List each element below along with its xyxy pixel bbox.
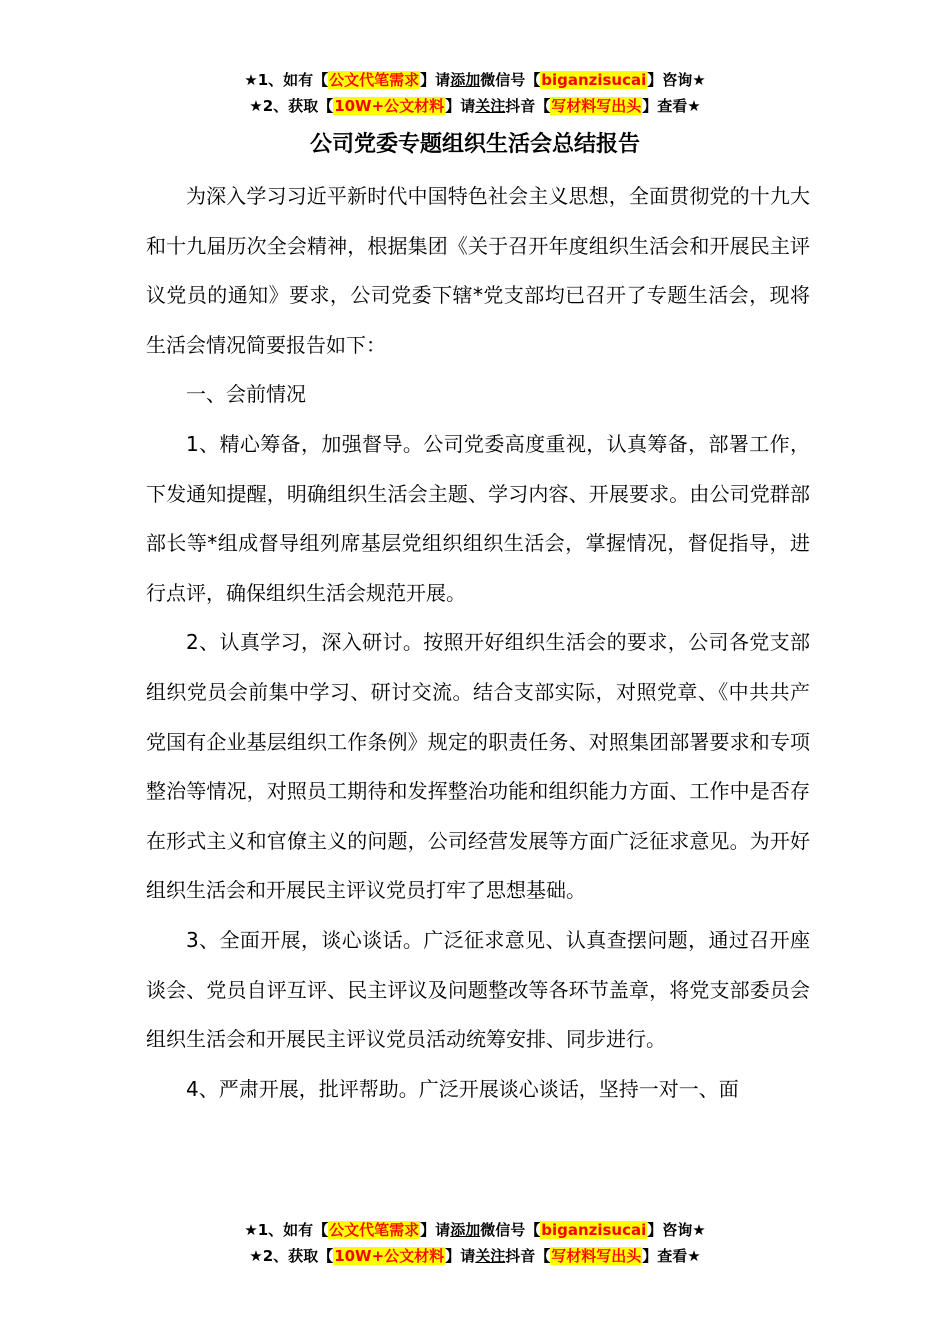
document-title: 公司党委专题组织生活会总结报告 — [309, 132, 640, 157]
promo-text: 】请 — [445, 97, 476, 115]
promo-underline: 添加 — [450, 71, 481, 89]
promo-text: 】请 — [445, 1247, 476, 1265]
paragraph: 4、严肃开展，批评帮助。广泛开展谈心谈话，坚持一对一、面 — [186, 1076, 739, 1101]
promo-banner-bottom — [0, 1217, 950, 1269]
paragraph: 3、全面开展，谈心谈话。广泛征求意见、认真查摆问题，通过召开座谈会、党员自评互评、民主评议及问题整改等各环节盖章，将党支部委员会组织生活会和开展民主评议党员活动统筹安排、同步进行。 — [146, 927, 810, 1052]
promo-text: 】请 — [420, 1221, 451, 1239]
promo-highlight: biganzisucai — [541, 1221, 647, 1239]
promo-text: 】咨询★ — [647, 71, 706, 89]
document-body — [146, 172, 810, 1114]
paragraph: 2、认真学习，深入研讨。按照开好组织生活会的要求，公司各党支部组织党员会前集中学习、研讨交流。结合支部实际，对照党章、《中共共产党国有企业基层组织工作条例》规定的职责任务、对照集团部署要求和专项整治等情况，对照员工期待和发挥整治功能和组织能力方面、工作中是否存在形式主义和官僚主义的问题，公司经营发展等方面广泛征求意见。为开好组织生活会和开展民主评议党员打牢了思想基础。 — [146, 630, 810, 903]
promo-text: ★1、如有【 — [244, 71, 329, 89]
promo-highlight: 公文代笔需求 — [329, 71, 420, 89]
promo-highlight: 10W+公文材料 — [334, 1247, 445, 1265]
promo-line-1 — [0, 1217, 950, 1243]
promo-text: 微信号【 — [480, 1221, 541, 1239]
promo-line-1 — [0, 67, 950, 93]
promo-text: 抖音【 — [505, 1247, 551, 1265]
promo-text: ★2、获取【 — [249, 97, 334, 115]
promo-text: 】请 — [420, 71, 451, 89]
promo-text: 微信号【 — [480, 71, 541, 89]
paragraph: 1、精心筹备，加强督导。公司党委高度重视，认真筹备，部署工作，下发通知提醒，明确组织生活会主题、学习内容、开展要求。由公司党群部部长等*组成督导组列席基层党组织组织生活会，掌握情况，督促指导，进行点评，确保组织生活会规范开展。 — [146, 431, 810, 605]
promo-banner-top — [0, 67, 950, 119]
promo-underline: 关注 — [475, 1247, 506, 1265]
promo-highlight: 写材料写出头 — [551, 97, 642, 115]
promo-highlight: 公文代笔需求 — [329, 1221, 420, 1239]
promo-highlight: 10W+公文材料 — [334, 97, 445, 115]
promo-text: 】查看★ — [642, 1247, 701, 1265]
promo-highlight: biganzisucai — [541, 71, 647, 89]
promo-text: 】咨询★ — [647, 1221, 706, 1239]
section-heading: 一、会前情况 — [186, 382, 306, 407]
promo-text: 抖音【 — [505, 97, 551, 115]
promo-highlight: 写材料写出头 — [551, 1247, 642, 1265]
promo-text: 】查看★ — [642, 97, 701, 115]
promo-line-2 — [0, 93, 950, 119]
promo-text: ★1、如有【 — [244, 1221, 329, 1239]
promo-line-2 — [0, 1243, 950, 1269]
promo-text: ★2、获取【 — [249, 1247, 334, 1265]
promo-underline: 关注 — [475, 97, 506, 115]
paragraph-intro: 为深入学习习近平新时代中国特色社会主义思想，全面贯彻党的十九大和十九届历次全会精神，根据集团《关于召开年度组织生活会和开展民主评议党员的通知》要求，公司党委下辖*党支部均已召开了专题生活会，现将生活会情况简要报告如下： — [146, 184, 810, 357]
promo-underline: 添加 — [450, 1221, 481, 1239]
